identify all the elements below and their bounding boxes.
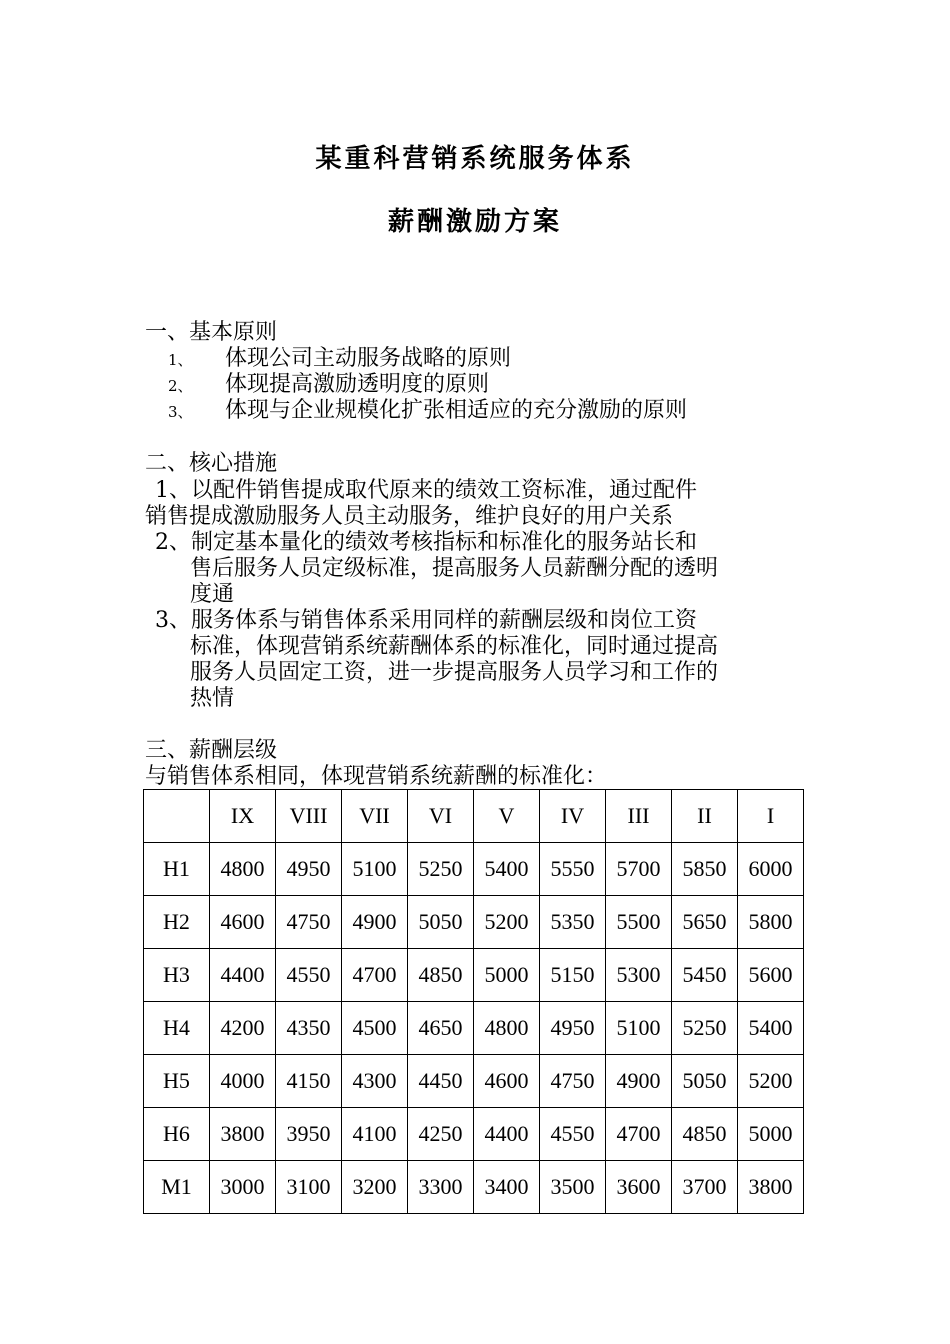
section3-intro: 与销售体系相同，体现营销系统薪酬的标准化： (145, 764, 608, 789)
section2-item1-line2: 销售提成激励服务人员主动服务，维护良好的用户关系 (145, 504, 674, 529)
table-cell: 4800 (210, 843, 276, 896)
table-cell: 5350 (540, 896, 606, 949)
document-subtitle: 薪酬激励方案 (387, 207, 562, 237)
table-cell: 5150 (540, 949, 606, 1002)
table-row-label: H3 (144, 949, 210, 1002)
table-header-cell: V (474, 790, 540, 843)
table-row-label: H4 (144, 1002, 210, 1055)
table-cell: 5200 (474, 896, 540, 949)
table-cell: 4600 (474, 1055, 540, 1108)
table-cell: 4350 (276, 1002, 342, 1055)
table-cell: 4700 (606, 1108, 672, 1161)
section2-item3-line3: 服务人员固定工资，进一步提高服务人员学习和工作的 (190, 660, 719, 685)
table-cell: 4950 (540, 1002, 606, 1055)
table-cell: 4550 (276, 949, 342, 1002)
table-cell: 4650 (408, 1002, 474, 1055)
table-cell: 4900 (342, 896, 408, 949)
section2-heading: 二、核心措施 (145, 451, 278, 476)
table-cell: 3200 (342, 1161, 408, 1214)
table-header-cell: IV (540, 790, 606, 843)
table-cell: 4450 (408, 1055, 474, 1108)
list-number: 3、 (168, 403, 193, 421)
table-cell: 4700 (342, 949, 408, 1002)
table-cell: 3500 (540, 1161, 606, 1214)
table-cell: 4000 (210, 1055, 276, 1108)
table-cell: 3400 (474, 1161, 540, 1214)
table-cell: 5300 (606, 949, 672, 1002)
table-row-label: H5 (144, 1055, 210, 1108)
list-item-text: 体现公司主动服务战略的原则 (225, 346, 512, 371)
document-title: 某重科营销系统服务体系 (315, 144, 635, 174)
table-cell: 5000 (738, 1108, 804, 1161)
table-corner-cell (144, 790, 210, 843)
table-cell: 3700 (672, 1161, 738, 1214)
table-cell: 3600 (606, 1161, 672, 1214)
table-cell: 4950 (276, 843, 342, 896)
table-cell: 4850 (408, 949, 474, 1002)
table-cell: 6000 (738, 843, 804, 896)
section2-item2-line3: 度通 (190, 582, 235, 607)
table-header-row (144, 790, 804, 843)
table-cell: 4300 (342, 1055, 408, 1108)
table-row (144, 1055, 804, 1108)
table-cell: 5250 (408, 843, 474, 896)
table-row (144, 896, 804, 949)
section3-heading: 三、薪酬层级 (145, 738, 278, 763)
table-row (144, 1161, 804, 1214)
section2-item3-line2: 标准，体现营销系统薪酬体系的标准化，同时通过提高 (190, 634, 719, 659)
table-row-label: H2 (144, 896, 210, 949)
table-cell: 4400 (474, 1108, 540, 1161)
table-header-cell: II (672, 790, 738, 843)
table-row-label: M1 (144, 1161, 210, 1214)
table-cell: 5850 (672, 843, 738, 896)
list-number: 1、 (168, 351, 193, 369)
table-cell: 3100 (276, 1161, 342, 1214)
table-cell: 5550 (540, 843, 606, 896)
section2-item2-line1: 2、制定基本量化的绩效考核指标和标准化的服务站长和 (155, 530, 697, 555)
table-cell: 5450 (672, 949, 738, 1002)
table-cell: 5500 (606, 896, 672, 949)
table-cell: 4250 (408, 1108, 474, 1161)
list-item-text: 体现提高激励透明度的原则 (225, 372, 490, 397)
table-cell: 4500 (342, 1002, 408, 1055)
table-cell: 5200 (738, 1055, 804, 1108)
table-cell: 5800 (738, 896, 804, 949)
table-header-cell: VIII (276, 790, 342, 843)
table-header-cell: VII (342, 790, 408, 843)
section2-item1-line1: 1、以配件销售提成取代原来的绩效工资标准，通过配件 (155, 478, 697, 503)
table-cell: 5100 (342, 843, 408, 896)
table-cell: 3800 (738, 1161, 804, 1214)
table-cell: 5400 (474, 843, 540, 896)
table-row (144, 1002, 804, 1055)
table-row-label: H6 (144, 1108, 210, 1161)
table-header-cell: IX (210, 790, 276, 843)
table-cell: 4400 (210, 949, 276, 1002)
section1-item-1 (168, 346, 511, 373)
table-cell: 5650 (672, 896, 738, 949)
list-item-text: 体现与企业规模化扩张相适应的充分激励的原则 (225, 398, 688, 423)
table-cell: 4750 (540, 1055, 606, 1108)
section1-heading: 一、基本原则 (145, 320, 278, 345)
table-cell: 3000 (210, 1161, 276, 1214)
table-header-cell: III (606, 790, 672, 843)
table-cell: 5250 (672, 1002, 738, 1055)
table-cell: 5100 (606, 1002, 672, 1055)
table-cell: 4750 (276, 896, 342, 949)
table-cell: 4850 (672, 1108, 738, 1161)
salary-table (143, 789, 804, 1214)
table-cell: 4550 (540, 1108, 606, 1161)
table-row (144, 843, 804, 896)
table-cell: 3950 (276, 1108, 342, 1161)
section2-item3-line1: 3、服务体系与销售体系采用同样的薪酬层级和岗位工资 (155, 608, 697, 633)
table-row (144, 1108, 804, 1161)
table-cell: 5400 (738, 1002, 804, 1055)
table-cell: 4100 (342, 1108, 408, 1161)
section2-item2-line2: 售后服务人员定级标准，提高服务人员薪酬分配的透明 (190, 556, 719, 581)
table-cell: 5000 (474, 949, 540, 1002)
table-cell: 4600 (210, 896, 276, 949)
table-cell: 5700 (606, 843, 672, 896)
table-cell: 3300 (408, 1161, 474, 1214)
table-row (144, 949, 804, 1002)
section1-item-3 (168, 398, 687, 425)
table-cell: 4200 (210, 1002, 276, 1055)
table-cell: 4800 (474, 1002, 540, 1055)
table-cell: 3800 (210, 1108, 276, 1161)
list-number: 2、 (168, 377, 193, 395)
section2-item3-line4: 热情 (190, 686, 235, 711)
table-header-cell: I (738, 790, 804, 843)
table-cell: 5050 (672, 1055, 738, 1108)
table-header-cell: VI (408, 790, 474, 843)
table-cell: 4900 (606, 1055, 672, 1108)
table-cell: 5600 (738, 949, 804, 1002)
table-cell: 4150 (276, 1055, 342, 1108)
table-cell: 5050 (408, 896, 474, 949)
section1-item-2 (168, 372, 489, 399)
table-row-label: H1 (144, 843, 210, 896)
